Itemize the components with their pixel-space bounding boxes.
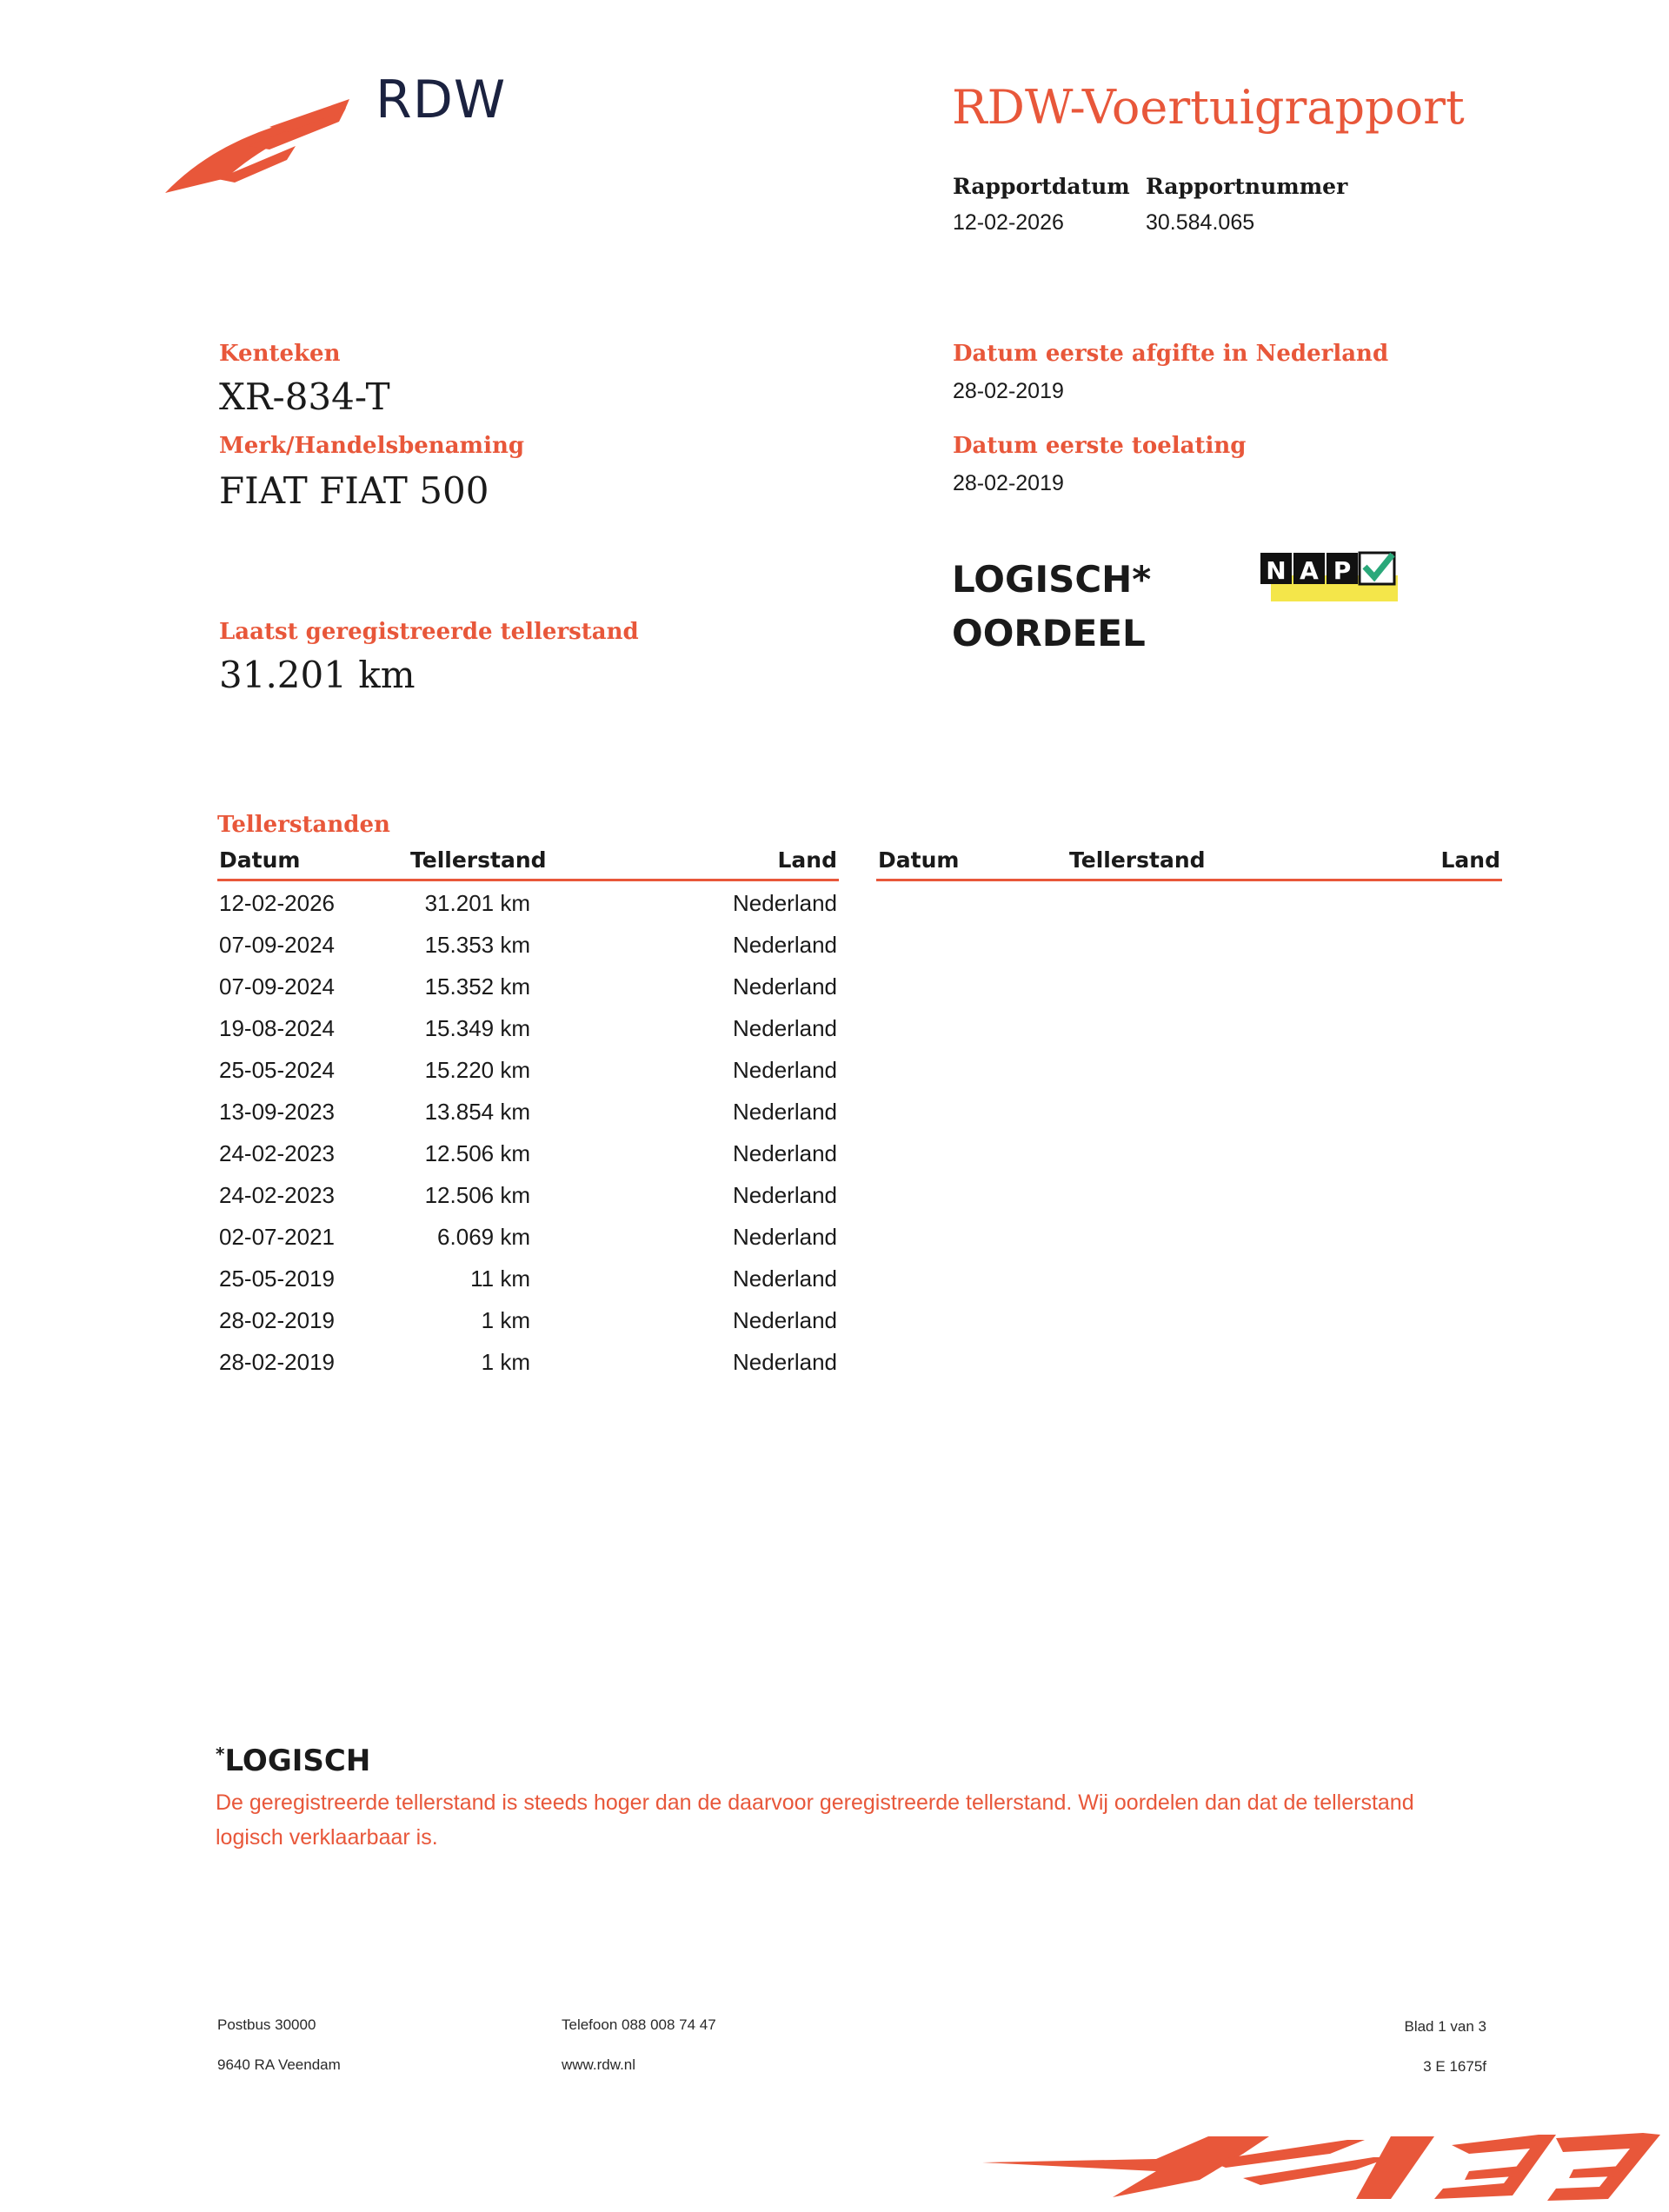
- footer-code: 3 E 1675f: [1423, 2058, 1486, 2075]
- nap-letter-p: P: [1333, 556, 1352, 585]
- footnote-title: [216, 1744, 370, 1778]
- verdict-line2: OORDEEL: [952, 612, 1146, 654]
- cell-date: 24-02-2023: [219, 1182, 335, 1208]
- table-row: [217, 1340, 839, 1382]
- cell-reading: 15.352 km: [424, 973, 530, 1000]
- header-country-right: Land: [1440, 847, 1500, 873]
- nap-logo: [1260, 549, 1400, 605]
- cell-date: 28-02-2019: [219, 1307, 335, 1333]
- cell-reading: 12.506 km: [424, 1140, 530, 1166]
- cell-date: 02-07-2021: [219, 1224, 335, 1250]
- footnote-title-text: LOGISCH: [224, 1744, 371, 1778]
- report-title: RDW-Voertuigrapport: [952, 80, 1465, 135]
- cell-country: Nederland: [733, 1057, 837, 1083]
- cell-reading: 12.506 km: [424, 1182, 530, 1208]
- cell-country: Nederland: [733, 1182, 837, 1208]
- odometer-value: 31.201 km: [219, 654, 416, 696]
- table-row: [217, 1006, 839, 1048]
- cell-date: 07-09-2024: [219, 932, 335, 958]
- cell-reading: 1 km: [481, 1307, 530, 1333]
- footer-phone: Telefoon 088 008 74 47: [562, 2016, 716, 2033]
- header-date: Datum: [219, 847, 301, 873]
- odometer-label: Laatst geregistreerde tellerstand: [219, 619, 639, 645]
- cell-country: Nederland: [733, 1307, 837, 1333]
- rdw-stripe-graphic: [982, 2128, 1660, 2202]
- cell-date: 24-02-2023: [219, 1140, 335, 1166]
- table-row: [217, 1048, 839, 1090]
- footer-address-line1: Postbus 30000: [217, 2016, 316, 2033]
- cell-country: Nederland: [733, 1140, 837, 1166]
- first-admission-label: Datum eerste toelating: [953, 433, 1247, 459]
- cell-reading: 11 km: [470, 1265, 530, 1292]
- first-issue-nl-value: 28-02-2019: [953, 379, 1064, 403]
- table-row: [217, 1090, 839, 1132]
- table-rows: [217, 881, 839, 1382]
- cell-reading: 6.069 km: [437, 1224, 530, 1250]
- footer-website[interactable]: www.rdw.nl: [562, 2056, 636, 2073]
- cell-date: 25-05-2024: [219, 1057, 335, 1083]
- table-row: [217, 1215, 839, 1257]
- verdict-line1: LOGISCH*: [952, 558, 1152, 601]
- nap-letter-n: N: [1266, 556, 1287, 585]
- table-header-right: [876, 847, 1502, 881]
- cell-reading: 15.220 km: [424, 1057, 530, 1083]
- cell-reading: 15.349 km: [424, 1015, 530, 1041]
- cell-country: Nederland: [733, 1265, 837, 1292]
- cell-country: Nederland: [733, 973, 837, 1000]
- table-row: [217, 1299, 839, 1340]
- cell-date: 28-02-2019: [219, 1349, 335, 1375]
- table-row: [217, 1173, 839, 1215]
- cell-date: 13-09-2023: [219, 1099, 335, 1125]
- cell-country: Nederland: [733, 890, 837, 916]
- cell-reading: 15.353 km: [424, 932, 530, 958]
- plate-label: Kenteken: [219, 341, 341, 367]
- first-admission-value: 28-02-2019: [953, 471, 1064, 495]
- odometer-table-right: [876, 847, 1502, 881]
- table-title: Tellerstanden: [217, 812, 390, 838]
- footer-page: Blad 1 van 3: [1404, 2018, 1486, 2035]
- cell-date: 25-05-2019: [219, 1265, 335, 1292]
- header-reading: Tellerstand: [410, 847, 547, 873]
- cell-date: 07-09-2024: [219, 973, 335, 1000]
- table-header-left: [217, 847, 839, 881]
- cell-reading: 1 km: [481, 1349, 530, 1375]
- footer-address-line2: 9640 RA Veendam: [217, 2056, 341, 2073]
- cell-date: 12-02-2026: [219, 890, 335, 916]
- header-country: Land: [777, 847, 837, 873]
- brand-label: Merk/Handelsbenaming: [219, 433, 525, 459]
- cell-reading: 31.201 km: [424, 890, 530, 916]
- cell-reading: 13.854 km: [424, 1099, 530, 1125]
- brand-value: FIAT FIAT 500: [219, 469, 489, 512]
- cell-country: Nederland: [733, 1099, 837, 1125]
- cell-country: Nederland: [733, 1015, 837, 1041]
- report-date-label: Rapportdatum: [953, 174, 1130, 199]
- report-number-label: Rapportnummer: [1146, 174, 1348, 199]
- header-date-right: Datum: [878, 847, 960, 873]
- first-issue-nl-label: Datum eerste afgifte in Nederland: [953, 341, 1389, 367]
- plate-value: XR-834-T: [219, 375, 390, 418]
- table-row: [217, 881, 839, 923]
- cell-country: Nederland: [733, 1224, 837, 1250]
- table-row: [217, 923, 839, 965]
- cell-date: 19-08-2024: [219, 1015, 335, 1041]
- rdw-logo-mark: [165, 96, 356, 200]
- footnote-marker: *: [216, 1744, 225, 1764]
- cell-country: Nederland: [733, 932, 837, 958]
- logo-text: RDW: [376, 70, 507, 130]
- header-reading-right: Tellerstand: [1069, 847, 1206, 873]
- report-number: 30.584.065: [1146, 210, 1255, 235]
- report-date: 12-02-2026: [953, 210, 1064, 235]
- nap-letter-a: A: [1300, 556, 1319, 585]
- table-row: [217, 1132, 839, 1173]
- table-row: [217, 965, 839, 1006]
- cell-country: Nederland: [733, 1349, 837, 1375]
- footnote-text: De geregistreerde tellerstand is steeds hoger dan de daarvoor geregistreerde tellerstand. Wij oordelen dan dat de tellerstand logisch verklaarbaar is.: [216, 1790, 1414, 1850]
- odometer-table-left: [217, 847, 839, 1382]
- table-row: [217, 1257, 839, 1299]
